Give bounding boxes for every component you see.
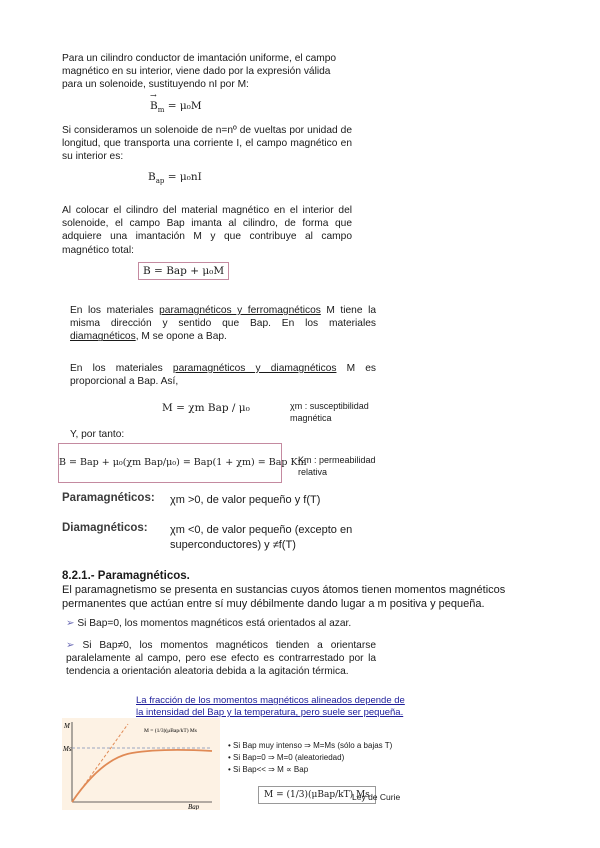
bullet-align-text: Si Bap≠0, los momentos magnéticos tienden a orientarse paralelamente al campo, pero ese efecto es contrarrestado por la tendencia a orientación aleatoria debida a la agitación térmica. — [66, 640, 377, 678]
curie-graph — [62, 718, 220, 810]
permeability-label: Km : permeabilidad relativa — [298, 455, 376, 477]
curie-caption — [136, 695, 411, 719]
equation-bm — [150, 100, 202, 114]
curie-bullet-strong: • Si Bap muy intenso ⇒ M=Ms (sólo a bajas T) — [228, 741, 393, 750]
curie-law-label: Ley de Curie — [352, 792, 401, 802]
graph-x-label: Bap — [188, 803, 200, 810]
mat-text-b: M tiene la misma dirección y sentido que Bap. En los materiales — [70, 305, 376, 330]
paramagnetic-text: χm >0, de valor pequeño y f(T) — [170, 494, 321, 506]
bullet-random — [66, 617, 351, 630]
diamagnetic-label: Diamagnéticos: — [62, 522, 148, 534]
curie-bullet-weak: • Si Bap<< ⇒ M ∝ Bap — [228, 765, 309, 774]
arrow-bullet-icon: ➢ — [66, 618, 78, 629]
paramagnetic-label: Paramagnéticos: — [62, 492, 155, 504]
equation-magnetization: M = χm Bap / μ₀ — [162, 402, 250, 414]
mat2-link: paramagnéticos y diamagnéticos — [172, 363, 337, 374]
materials-proportional-paragraph — [70, 362, 376, 388]
por-tanto-label: Y, por tanto: — [70, 429, 125, 440]
curie-bullet-zero: • Si Bap=0 ⇒ M=0 (aleatoriedad) — [228, 753, 345, 762]
eq-bap-lhs: B — [148, 171, 156, 183]
solenoid-paragraph: Si consideramos un solenoide de n=nº de vueltas por unidad de longitud, que transporta una corriente I, el campo magnético en su interior es: — [62, 125, 352, 163]
diamagnetic-text: χm <0, de valor pequeño (excepto en superconductores) y ≠f(T) — [170, 524, 353, 551]
susceptibility-label: χm : susceptibilidad magnética — [290, 401, 369, 423]
mat-link-para-ferro: paramagnéticos y ferromagnéticos — [159, 305, 321, 316]
bullet-random-text: Si Bap=0, los momentos magnéticos está orientados al azar. — [77, 618, 352, 629]
equation-total-field: B = Bap + μ₀M — [138, 262, 229, 280]
eq-bm-lhs: → B — [150, 100, 158, 112]
curie-caption-text: La fracción de los momentos magnéticos alineados depende de la intensidad del Bap y la temperatura, pero suele ser pequeña. — [136, 695, 405, 718]
mat-text-c: , M se opone a Bap. — [135, 331, 227, 343]
equation-relative-permeability: B = Bap + μ₀(χm Bap/μ₀) = Bap(1 + χm) = Bap Km — [58, 443, 282, 483]
mat2-text-a: En los materiales — [70, 363, 173, 374]
mat-text-a: En los materiales — [70, 305, 160, 316]
curie-law-equation: M = (1/3)(μBap/kT) Ms — [258, 786, 376, 804]
eq-bap-rhs: = μ₀nI — [167, 171, 202, 183]
eq-bm-sub: m — [157, 106, 165, 115]
mat2-text-b: M es proporcional a Bap. Así, — [70, 363, 376, 388]
graph-formula: M = (1/3)(μBap/kT) Ms — [144, 728, 197, 734]
section-paragraph: El paramagnetismo se presenta en sustancias cuyos átomos tienen momentos magnéticos permanentes que actúan entre sí muy débilmente dando lugar a m positiva y pequeña. — [62, 584, 506, 610]
graph-ms-label: Ms — [63, 745, 72, 753]
mat-link-dia: diamagnéticos — [70, 331, 136, 343]
graph-y-label: M — [64, 722, 70, 730]
materials-direction-paragraph — [70, 304, 376, 344]
equation-bap — [148, 171, 202, 185]
eq-bap-sub: ap — [155, 177, 165, 186]
eq-bm-rhs: = μ₀M — [167, 100, 202, 112]
cylinder-paragraph: Al colocar el cilindro del material magnético en el interior del solenoide, el campo Bap imanta al cilindro, de forma que adquiere una imantación M y que contribuye al campo magnético total: — [62, 205, 352, 256]
intro-paragraph: Para un cilindro conductor de imantación uniforme, el campo magnético en su interior, viene dado por la expresión válida para un solenoide, sustituyendo nI por M: — [62, 53, 337, 91]
arrow-bullet-icon: ➢ — [66, 640, 83, 651]
section-heading: 8.2.1.- Paramagnéticos. — [62, 570, 190, 582]
bullet-align — [66, 639, 376, 679]
